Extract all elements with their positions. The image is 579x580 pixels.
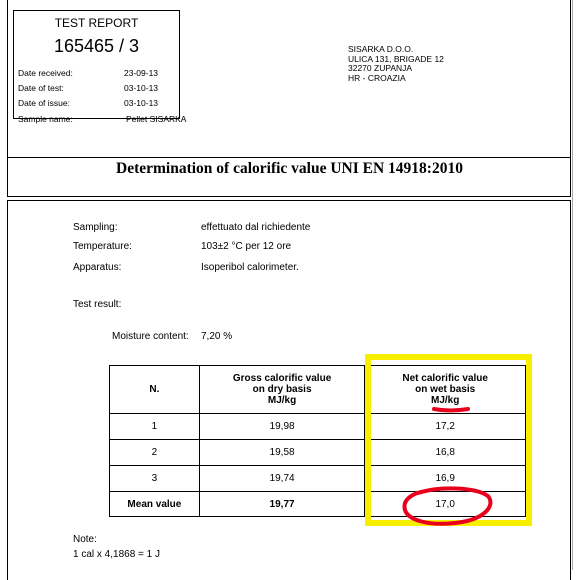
header-net-unit: MJ/kg <box>431 395 460 406</box>
date-of-issue-value: 03-10-13 <box>124 98 159 108</box>
sampling-label: Sampling: <box>73 222 118 233</box>
sampling-value: effettuato dal richiedente <box>201 222 311 233</box>
address-line-3: 32270 ZUPANJA <box>348 63 413 73</box>
header-gross-unit: MJ/kg <box>267 395 297 406</box>
date-of-test-value: 03-10-13 <box>124 83 159 93</box>
address-line-2: ULICA 131, BRIGADE 12 <box>348 53 444 64</box>
date-of-test-label: Date of test: <box>18 83 64 93</box>
header-n: N. <box>110 366 200 414</box>
header-gross-line-1: Gross calorific value <box>232 373 332 384</box>
sample-name-label: Sample name: <box>18 114 73 124</box>
address-line-4: HR - CROAZIA <box>348 72 406 83</box>
report-number: 165465 / 3 <box>53 36 140 56</box>
mean-net: 17,0 <box>365 492 526 517</box>
row-3-gross: 19,74 <box>199 466 365 492</box>
row-2-n: 2 <box>110 440 200 466</box>
red-circle <box>404 488 490 523</box>
row-3-net: 16,9 <box>365 466 526 492</box>
header-net-line-2: on wet basis <box>415 384 476 395</box>
mean-label: Mean value <box>110 492 200 517</box>
row-2-gross: 19,58 <box>199 440 365 466</box>
document-heading: Determination of calorific value UNI EN 14918:2010 <box>116 160 463 177</box>
row-3-n: 3 <box>110 466 200 492</box>
date-of-issue-label: Date of issue: <box>18 98 70 108</box>
apparatus-label: Apparatus: <box>73 262 122 273</box>
header-gross-line-2: on dry basis <box>252 384 312 395</box>
moisture-value: 7,20 % <box>201 331 233 342</box>
report-title: TEST REPORT <box>54 16 139 30</box>
row-1-net: 17,2 <box>365 414 526 440</box>
date-received-value: 23-09-13 <box>124 68 159 78</box>
note-text: 1 cal x 4,1868 = 1 J <box>73 549 161 560</box>
date-received-label: Date received: <box>18 68 73 78</box>
row-1-n: 1 <box>110 414 200 440</box>
apparatus-value: Isoperibol calorimeter. <box>201 262 299 273</box>
test-result-label: Test result: <box>73 299 122 310</box>
address-line-1: SISARKA D.O.O. <box>348 44 414 54</box>
header-net-line-1: Net calorific value <box>402 373 488 384</box>
red-underline <box>434 409 468 411</box>
temperature-value: 103±2 °C per 12 ore <box>201 241 292 252</box>
page-edge-line <box>572 0 573 570</box>
sample-name-value: Pellet SISARKA <box>126 114 187 124</box>
moisture-label: Moisture content: <box>112 331 189 342</box>
row-2-net: 16,8 <box>365 440 526 466</box>
row-1-gross: 19,98 <box>199 414 365 440</box>
temperature-label: Temperature: <box>73 241 132 252</box>
mean-gross: 19,77 <box>199 492 365 517</box>
note-label: Note: <box>73 534 97 545</box>
